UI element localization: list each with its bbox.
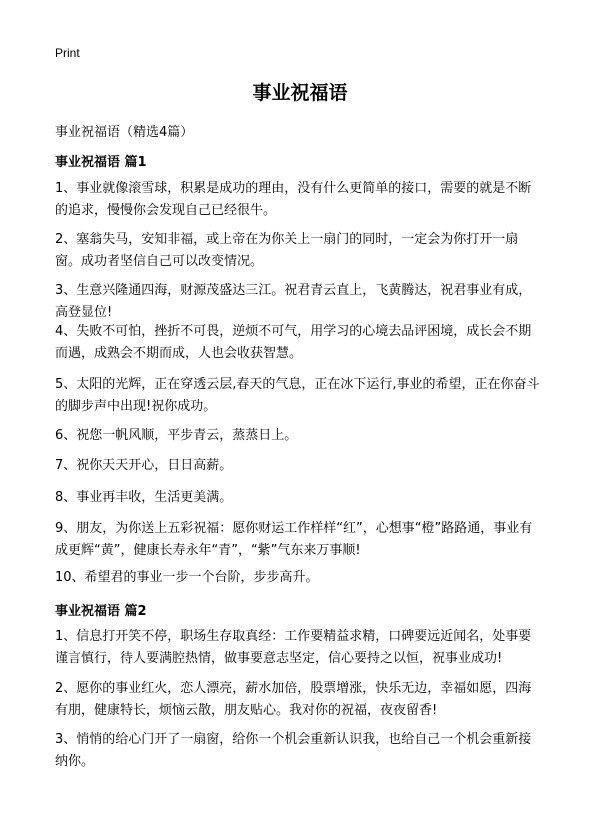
paragraph: 9、朋友，为你送上五彩祝福：愿你财运工作样样“红”，心想事“橙”路路通，事业有成更辉“黄”，健康长寿永年“青”，“紫”气东来万事顺! xyxy=(55,521,533,558)
paragraph: 3、悄悄的给心门开了一扇窗，给你一个机会重新认识我，也给自己一个机会重新接纳你。 xyxy=(55,732,532,769)
paragraph: 2、塞翁失马，安知非福，或上帝在为你关上一扇门的同时，一定会为你打开一扇窗。成功者坚信自己可以改变情况。 xyxy=(55,232,519,269)
document-subtitle: 事业祝福语（精选4篇） xyxy=(55,125,194,140)
paragraph: 7、祝你天天开心，日日高薪。 xyxy=(55,458,233,473)
paragraph: 1、信息打开笑不停，职场生存取真经：工作要精益求精，口碑要远近闻名，处事要谨言慎行，待人要满腔热情，做事要意志坚定，信心要持之以恒，祝事业成功! xyxy=(55,629,532,666)
paragraph: 1、事业就像滚雪球，积累是成功的理由，没有什么更简单的接口，需要的就是不断的追求，慢慢你会发现自己已经很牛。 xyxy=(55,181,532,218)
paragraph: 6、祝您一帆风顺，平步青云，蒸蒸日上。 xyxy=(55,428,298,443)
section-heading-2: 事业祝福语 篇2 xyxy=(55,604,147,619)
section-heading-1: 事业祝福语 篇1 xyxy=(55,155,147,170)
print-link[interactable]: Print xyxy=(55,46,80,60)
paragraph: 8、事业再丰收，生活更美满。 xyxy=(55,490,233,505)
page-title: 事业祝福语 xyxy=(252,82,348,104)
paragraph: 4、失败不可怕，挫折不可畏，逆烦不可气，用学习的心境去品评困境，成长会不期而遇，成熟会不期而成，人也会收获智慧。 xyxy=(55,324,532,361)
paragraph: 3、生意兴隆通四海，财源茂盛达三江。祝君青云直上，飞黄腾达，祝君事业有成，高登显位! xyxy=(55,283,532,320)
paragraph: 5、太阳的光辉，正在穿透云层,春天的气息，正在冰下运行,事业的希望，正在你奋斗的脚步声中出现!祝你成功。 xyxy=(55,377,540,414)
paragraph: 2、愿你的事业红火，恋人漂亮，薪水加倍，股票增涨，快乐无边，幸福如愿，四海有朋，健康特长，烦恼云散，朋友贴心。我对你的祝福，夜夜留香! xyxy=(55,681,532,718)
paragraph: 10、希望君的事业一步一个台阶，步步高升。 xyxy=(55,570,319,585)
